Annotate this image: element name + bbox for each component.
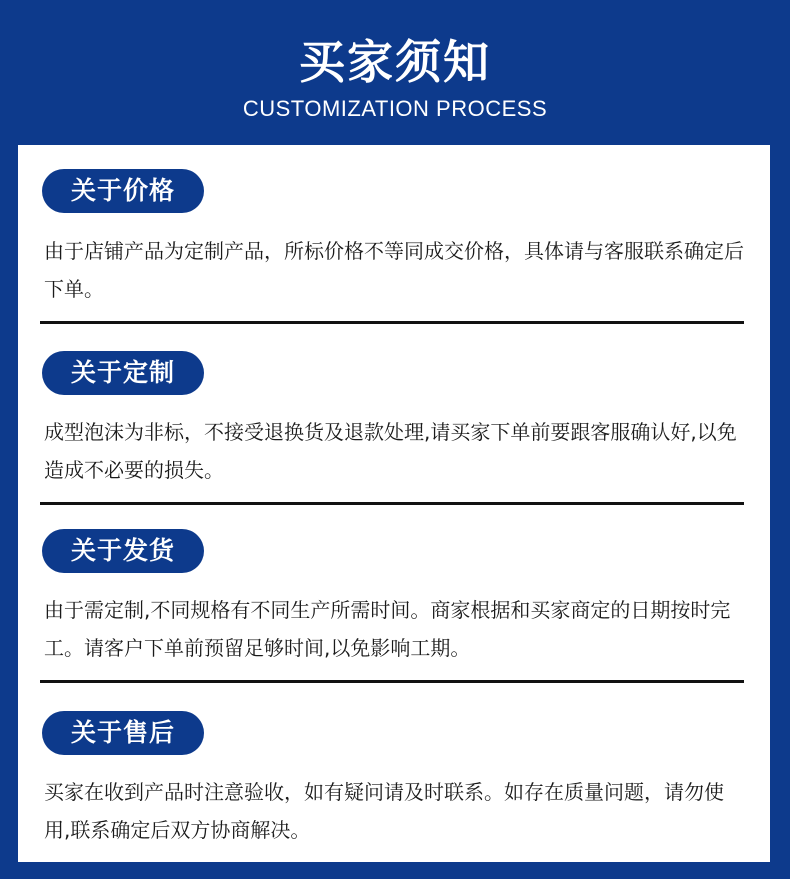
page-subtitle: CUSTOMIZATION PROCESS — [242, 96, 548, 121]
section-heading-after-sales: 关于售后 — [42, 711, 204, 755]
section-divider — [40, 680, 744, 683]
section-heading-customization: 关于定制 — [42, 351, 204, 395]
section-heading-price: 关于价格 — [42, 169, 204, 213]
notice-panel — [18, 145, 770, 862]
section-text-shipping: 由于需定制,不同规格有不同生产所需时间。商家根据和买家商定的日期按时完工。请客户下单前预留足够时间,以免影响工期。 — [44, 598, 731, 660]
section-text-customization: 成型泡沫为非标，不接受退换货及退款处理,请买家下单前要跟客服确认好,以免造成不必要的损失。 — [44, 420, 737, 482]
page-header — [0, 0, 790, 145]
section-text-after-sales: 买家在收到产品时注意验收，如有疑问请及时联系。如存在质量问题，请勿使用,联系确定后双方协商解决。 — [44, 780, 724, 842]
section-divider — [40, 321, 744, 324]
section-text-price: 由于店铺产品为定制产品，所标价格不等同成交价格，具体请与客服联系确定后下单。 — [44, 239, 744, 301]
section-divider — [40, 502, 744, 505]
section-heading-shipping: 关于发货 — [42, 529, 204, 573]
page-title: 买家须知 — [299, 35, 491, 89]
